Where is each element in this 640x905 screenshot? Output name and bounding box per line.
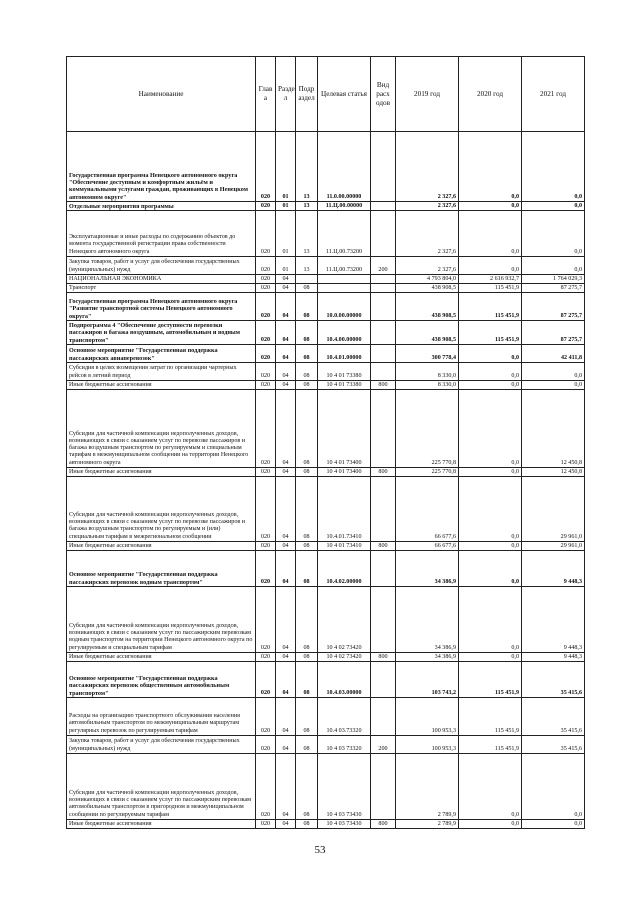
cell-vid	[371, 202, 396, 211]
table-row	[67, 257, 585, 275]
cell-2019: 66 677,6	[396, 542, 459, 551]
cell-name: Субсидии для частичной компенсации недополученных доходов, возникающих в связи с оказанием услуг по перевозке пассажиров и багажа воздушным транспортом по регулируемым и (или) специальным тарифам в межрегиональном сообщении	[67, 477, 256, 542]
cell-2019: 100 953,3	[396, 736, 459, 754]
cell-razdel: 04	[276, 653, 296, 662]
budget-table	[66, 56, 585, 829]
cell-glava: 020	[256, 202, 276, 211]
cell-name: Основное мероприятие "Государственная поддержка пассажирских перевозок водным транспортом"	[67, 551, 256, 587]
table-row	[67, 736, 585, 754]
cell-glava: 020	[256, 345, 276, 363]
cell-name: Государственная программа Ненецкого автономного округа "Развитие транспортной системы Ненецкого автономного округа"	[67, 293, 256, 321]
table-body	[67, 132, 585, 829]
cell-vid	[371, 345, 396, 363]
cell-podrazdel: 08	[296, 284, 318, 293]
cell-statya: 10 4 02 73420	[318, 653, 371, 662]
cell-statya: 10.4.01.73410	[318, 477, 371, 542]
cell-razdel: 04	[276, 736, 296, 754]
cell-2019: 8 330,0	[396, 381, 459, 390]
table-row	[67, 477, 585, 542]
cell-2021: 12 450,8	[522, 390, 585, 468]
cell-2019: 225 770,8	[396, 390, 459, 468]
cell-2020: 115 451,9	[459, 284, 522, 293]
cell-razdel: 01	[276, 132, 296, 202]
cell-glava: 020	[256, 132, 276, 202]
header-2020: 2020 год	[459, 57, 522, 132]
header-razdel: Разде л	[276, 57, 296, 132]
cell-statya: 10.4.03.00000	[318, 662, 371, 698]
cell-statya: 10.4.02.00000	[318, 551, 371, 587]
cell-vid	[371, 293, 396, 321]
cell-2020: 0,0	[459, 257, 522, 275]
cell-2021: 0,0	[522, 381, 585, 390]
cell-vid	[371, 321, 396, 345]
cell-statya	[318, 284, 371, 293]
cell-2021: 0,0	[522, 211, 585, 257]
cell-2021: 35 415,6	[522, 698, 585, 736]
cell-2019: 225 770,8	[396, 468, 459, 477]
cell-2020: 115 451,9	[459, 293, 522, 321]
cell-statya: 10 4 01 73380	[318, 363, 371, 381]
cell-2020: 0,0	[459, 363, 522, 381]
cell-podrazdel: 08	[296, 698, 318, 736]
cell-vid	[371, 662, 396, 698]
cell-2021: 29 961,0	[522, 477, 585, 542]
cell-2021: 9 448,3	[522, 653, 585, 662]
table-row	[67, 202, 585, 211]
cell-2020: 0,0	[459, 820, 522, 829]
cell-name: Субсидия в целях возмещения затрат по организации чартерных рейсов в летний период	[67, 363, 256, 381]
cell-statya: 10 4 01 73380	[318, 381, 371, 390]
table-row	[67, 293, 585, 321]
cell-vid: 800	[371, 542, 396, 551]
table-row	[67, 363, 585, 381]
cell-2019: 34 386,9	[396, 551, 459, 587]
table-row	[67, 390, 585, 468]
cell-2021: 12 450,8	[522, 468, 585, 477]
cell-2020: 0,0	[459, 345, 522, 363]
table-row	[67, 468, 585, 477]
cell-vid	[371, 477, 396, 542]
cell-statya: 10 4 01 73400	[318, 390, 371, 468]
table-row	[67, 754, 585, 820]
cell-statya: 10 4 03 73430	[318, 754, 371, 820]
cell-razdel: 04	[276, 698, 296, 736]
cell-podrazdel	[296, 275, 318, 284]
cell-2021: 0,0	[522, 132, 585, 202]
cell-vid	[371, 363, 396, 381]
cell-2020: 0,0	[459, 653, 522, 662]
cell-podrazdel: 13	[296, 257, 318, 275]
cell-2021: 9 448,3	[522, 587, 585, 653]
cell-2021: 29 961,0	[522, 542, 585, 551]
table-row	[67, 542, 585, 551]
cell-name: Расходы на организацию транспортного обслуживания населения автомобильным транспортом по межмуниципальным маршрутам регулярных перевозок по регулируемым тарифам	[67, 698, 256, 736]
cell-2021: 35 415,6	[522, 736, 585, 754]
cell-2021: 0,0	[522, 202, 585, 211]
header-2021: 2021 год	[522, 57, 585, 132]
cell-2020: 0,0	[459, 551, 522, 587]
cell-razdel: 04	[276, 293, 296, 321]
cell-podrazdel: 08	[296, 662, 318, 698]
table-row	[67, 698, 585, 736]
cell-2021: 35 415,6	[522, 662, 585, 698]
cell-statya: 11.Ц.00.73200	[318, 211, 371, 257]
table-row	[67, 211, 585, 257]
cell-glava: 020	[256, 477, 276, 542]
cell-2020: 2 616 932,7	[459, 275, 522, 284]
cell-2020: 0,0	[459, 132, 522, 202]
cell-statya: 10 4 03 73320	[318, 736, 371, 754]
cell-2020: 0,0	[459, 381, 522, 390]
cell-name: Государственная программа Ненецкого автономного округа "Обеспечение доступным и комфортным жильём и коммунальными услугами граждан, проживающих в Ненецком автономном округе"	[67, 132, 256, 202]
cell-podrazdel: 08	[296, 477, 318, 542]
cell-vid: 200	[371, 257, 396, 275]
cell-podrazdel: 08	[296, 345, 318, 363]
cell-glava: 020	[256, 820, 276, 829]
cell-2020: 0,0	[459, 211, 522, 257]
cell-name: Субсидии для частичной компенсации недополученных доходов, возникающих в связи с оказанием услуг по пассажирским перевозкам автомобильным транспортом в пригородном и межмуниципальном сообщении по регулируемым тарифам	[67, 754, 256, 820]
cell-glava: 020	[256, 587, 276, 653]
cell-2019: 103 743,2	[396, 662, 459, 698]
cell-vid: 200	[371, 736, 396, 754]
cell-vid	[371, 587, 396, 653]
cell-name: Иные бюджетные ассигнования	[67, 381, 256, 390]
cell-2021: 87 275,7	[522, 284, 585, 293]
table-row	[67, 284, 585, 293]
cell-glava: 020	[256, 551, 276, 587]
cell-podrazdel: 08	[296, 321, 318, 345]
cell-name: Транспорт	[67, 284, 256, 293]
cell-vid	[371, 275, 396, 284]
cell-name: Закупка товаров, работ и услуг для обеспечения государственных (муниципальных) нужд	[67, 736, 256, 754]
cell-podrazdel: 08	[296, 293, 318, 321]
cell-name: Основное мероприятие "Государственная поддержка пассажирских перевозок общественным автомобильным транспортом"	[67, 662, 256, 698]
cell-razdel: 01	[276, 257, 296, 275]
cell-glava: 020	[256, 363, 276, 381]
cell-glava: 020	[256, 381, 276, 390]
cell-glava: 020	[256, 211, 276, 257]
cell-podrazdel: 08	[296, 736, 318, 754]
cell-2019: 2 327,6	[396, 132, 459, 202]
cell-podrazdel: 08	[296, 381, 318, 390]
table-row	[67, 321, 585, 345]
cell-statya: 10.4 03.73320	[318, 698, 371, 736]
cell-vid	[371, 211, 396, 257]
cell-name: Закупка товаров, работ и услуг для обеспечения государственных (муниципальных) нужд	[67, 257, 256, 275]
cell-razdel: 04	[276, 551, 296, 587]
cell-razdel: 04	[276, 345, 296, 363]
table-row	[67, 345, 585, 363]
cell-2019: 438 908,5	[396, 293, 459, 321]
table-row	[67, 820, 585, 829]
cell-2019: 66 677,6	[396, 477, 459, 542]
cell-glava: 020	[256, 736, 276, 754]
cell-2019: 34 386,9	[396, 587, 459, 653]
cell-2021: 87 275,7	[522, 293, 585, 321]
cell-statya: 10 4 01 73400	[318, 468, 371, 477]
cell-razdel: 04	[276, 321, 296, 345]
cell-name: Иные бюджетные ассигнования	[67, 820, 256, 829]
cell-vid	[371, 754, 396, 820]
table-row	[67, 275, 585, 284]
cell-name: Иные бюджетные ассигнования	[67, 468, 256, 477]
cell-statya: 11.0.00.00000	[318, 132, 371, 202]
cell-vid	[371, 132, 396, 202]
budget-table-container	[66, 56, 584, 829]
cell-glava: 020	[256, 653, 276, 662]
cell-2019: 438 908,5	[396, 321, 459, 345]
cell-statya: 10 4 02 73420	[318, 587, 371, 653]
cell-name: Подпрограмма 4 "Обеспечение доступности перевозки пассажиров и багажа воздушным, автомобильным и водным транспортом"	[67, 321, 256, 345]
cell-podrazdel: 08	[296, 363, 318, 381]
cell-2019: 300 778,4	[396, 345, 459, 363]
cell-razdel: 04	[276, 477, 296, 542]
cell-razdel: 04	[276, 542, 296, 551]
cell-2019: 2 789,9	[396, 754, 459, 820]
cell-2020: 0,0	[459, 468, 522, 477]
cell-vid: 800	[371, 820, 396, 829]
cell-statya	[318, 275, 371, 284]
cell-vid	[371, 390, 396, 468]
cell-2020: 115 451,9	[459, 736, 522, 754]
cell-glava: 020	[256, 321, 276, 345]
cell-2020: 0,0	[459, 542, 522, 551]
cell-razdel: 04	[276, 820, 296, 829]
cell-statya: 11.Ц.00.00000	[318, 202, 371, 211]
table-row	[67, 662, 585, 698]
cell-2020: 0,0	[459, 587, 522, 653]
cell-2019: 8 330,0	[396, 363, 459, 381]
cell-2021: 87 275,7	[522, 321, 585, 345]
header-statya: Целевая статья	[318, 57, 371, 132]
cell-statya: 10 4 03 73430	[318, 820, 371, 829]
cell-razdel: 04	[276, 468, 296, 477]
header-name: Наименование	[67, 57, 256, 132]
cell-statya: 10.4.00.00000	[318, 321, 371, 345]
cell-2019: 2 789,9	[396, 820, 459, 829]
table-row	[67, 653, 585, 662]
cell-podrazdel: 08	[296, 542, 318, 551]
cell-podrazdel: 08	[296, 390, 318, 468]
cell-2020: 115 451,9	[459, 698, 522, 736]
table-row	[67, 587, 585, 653]
cell-2021: 0,0	[522, 820, 585, 829]
cell-razdel: 04	[276, 381, 296, 390]
cell-podrazdel: 13	[296, 132, 318, 202]
cell-name: Иные бюджетные ассигнования	[67, 542, 256, 551]
cell-name: Субсидии для частичной компенсации недополученных доходов, возникающих в связи с оказанием услуг по перевозке пассажиров и багажа воздушным транспортом по регулируемым и специальным тарифам в межмуниципальном сообщении на территории Ненецкого автономного округа	[67, 390, 256, 468]
cell-2020: 0,0	[459, 754, 522, 820]
cell-vid: 800	[371, 381, 396, 390]
cell-podrazdel: 13	[296, 211, 318, 257]
cell-razdel: 04	[276, 363, 296, 381]
cell-razdel: 04	[276, 284, 296, 293]
cell-glava: 020	[256, 662, 276, 698]
cell-2021: 0,0	[522, 754, 585, 820]
cell-name: Эксплуатационные и иные расходы по содержанию объектов до момента государственной регистрации права собственности Ненецкого автономного округа	[67, 211, 256, 257]
cell-2019: 4 793 804,0	[396, 275, 459, 284]
cell-2019: 34 386,9	[396, 653, 459, 662]
cell-podrazdel: 08	[296, 587, 318, 653]
cell-razdel: 04	[276, 754, 296, 820]
cell-vid	[371, 284, 396, 293]
cell-razdel: 04	[276, 275, 296, 284]
cell-glava: 020	[256, 698, 276, 736]
header-glava: Глав а	[256, 57, 276, 132]
cell-glava: 020	[256, 275, 276, 284]
header-podrazdel: Подр аздел	[296, 57, 318, 132]
cell-glava: 020	[256, 284, 276, 293]
cell-name: НАЦИОНАЛЬНАЯ ЭКОНОМИКА	[67, 275, 256, 284]
cell-vid	[371, 698, 396, 736]
cell-2021: 42 411,8	[522, 345, 585, 363]
cell-razdel: 01	[276, 211, 296, 257]
cell-glava: 020	[256, 293, 276, 321]
cell-name: Иные бюджетные ассигнования	[67, 653, 256, 662]
cell-2019: 2 327,6	[396, 257, 459, 275]
cell-vid	[371, 551, 396, 587]
cell-2020: 0,0	[459, 390, 522, 468]
cell-statya: 10.4.01.00000	[318, 345, 371, 363]
table-row	[67, 381, 585, 390]
cell-razdel: 04	[276, 587, 296, 653]
cell-glava: 020	[256, 754, 276, 820]
cell-podrazdel: 08	[296, 468, 318, 477]
cell-vid: 800	[371, 468, 396, 477]
cell-2021: 0,0	[522, 257, 585, 275]
page-number: 53	[314, 844, 326, 856]
cell-podrazdel: 08	[296, 820, 318, 829]
cell-podrazdel: 08	[296, 754, 318, 820]
cell-name: Основное мероприятие "Государственная поддержка пассажирских авиаперевозок"	[67, 345, 256, 363]
cell-statya: 10.0.00.00000	[318, 293, 371, 321]
cell-glava: 020	[256, 542, 276, 551]
cell-name: Субсидии для частичной компенсации недополученных доходов, возникающих в связи с оказанием услуг по пассажирским перевозкам водным транспортом на территории Ненецкого автономного округа по регулируемым и специальным тарифам	[67, 587, 256, 653]
cell-statya: 11.Ц.00.73200	[318, 257, 371, 275]
cell-2021: 9 448,3	[522, 551, 585, 587]
cell-2020: 0,0	[459, 477, 522, 542]
cell-glava: 020	[256, 257, 276, 275]
cell-2021: 0,0	[522, 363, 585, 381]
cell-statya: 10 4 01 73410	[318, 542, 371, 551]
cell-podrazdel: 13	[296, 202, 318, 211]
header-2019: 2019 год	[396, 57, 459, 132]
header-vid: Вид расх одов	[371, 57, 396, 132]
cell-razdel: 04	[276, 662, 296, 698]
table-header-row	[67, 57, 585, 132]
cell-2019: 2 327,6	[396, 202, 459, 211]
cell-glava: 020	[256, 390, 276, 468]
cell-2019: 2 327,6	[396, 211, 459, 257]
cell-2020: 115 451,9	[459, 321, 522, 345]
cell-2020: 0,0	[459, 202, 522, 211]
cell-2020: 115 451,9	[459, 662, 522, 698]
cell-razdel: 01	[276, 202, 296, 211]
cell-podrazdel: 08	[296, 653, 318, 662]
table-row	[67, 132, 585, 202]
table-row	[67, 551, 585, 587]
cell-2019: 100 953,3	[396, 698, 459, 736]
cell-podrazdel: 08	[296, 551, 318, 587]
cell-2019: 438 908,5	[396, 284, 459, 293]
cell-glava: 020	[256, 468, 276, 477]
cell-name: Отдельные мероприятия программы	[67, 202, 256, 211]
cell-2021: 1 764 029,3	[522, 275, 585, 284]
cell-razdel: 04	[276, 390, 296, 468]
cell-vid: 800	[371, 653, 396, 662]
